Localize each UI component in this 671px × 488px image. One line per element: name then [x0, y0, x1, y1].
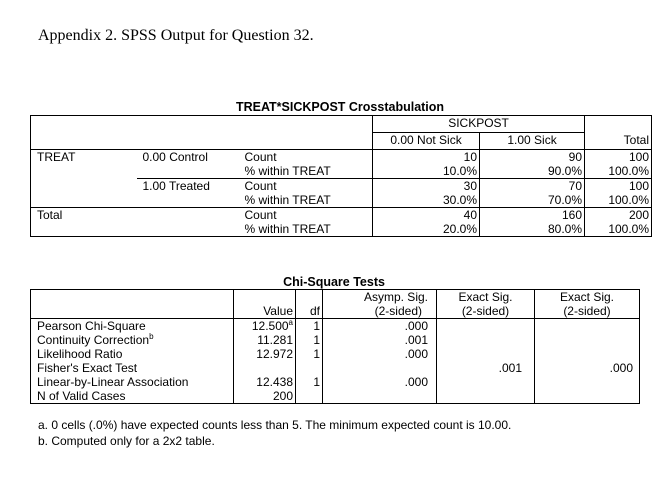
pct-label: % within TREAT: [243, 222, 373, 237]
cell-count: 30: [373, 179, 480, 194]
total-spacer: [137, 222, 243, 237]
test-label-pearson: Pearson Chi-Square: [31, 319, 234, 334]
test-label-linear: Linear-by-Linear Association: [31, 375, 234, 389]
group-label-control: 0.00 Control: [142, 150, 208, 164]
test-label-likelihood: Likelihood Ratio: [31, 347, 234, 361]
test-exact2: [437, 333, 535, 347]
test-exact1: .000: [535, 361, 640, 375]
col-header-total: Total: [585, 133, 652, 150]
crosstab-corner-lower: [31, 133, 373, 150]
row-spacer: [31, 193, 137, 208]
total-spacer: [31, 222, 137, 237]
asymp-header-line1: Asymp. Sig.: [323, 290, 437, 305]
test-label-fisher: Fisher's Exact Test: [31, 361, 234, 375]
test-exact1: [535, 389, 640, 404]
cell-pct: 20.0%: [373, 222, 480, 237]
chisq-corner-lower: [31, 304, 234, 319]
test-exact2: [437, 347, 535, 361]
exact1-header-line2: (2-sided): [535, 304, 640, 319]
test-value: 12.972: [234, 347, 296, 361]
test-df: 1: [296, 319, 323, 334]
cell-pct: 100.0%: [585, 193, 652, 208]
col-header-not-sick: 0.00 Not Sick: [373, 133, 480, 150]
test-exact1: [535, 347, 640, 361]
chisq-corner: [31, 290, 234, 305]
test-exact2: .001: [437, 361, 535, 375]
page-heading: Appendix 2. SPSS Output for Question 32.: [38, 27, 314, 44]
test-label-continuity: [31, 333, 234, 347]
pct-label: % within TREAT: [243, 193, 373, 208]
exact2-header-line1: Exact Sig.: [437, 290, 535, 305]
footnote-a: a. 0 cells (.0%) have expected counts less than 5. The minimum expected count is 10.00.: [38, 418, 512, 432]
crosstab-table: [30, 115, 652, 237]
cell-count: 100: [585, 179, 652, 194]
crosstab-corner: [31, 116, 373, 133]
cell-pct: 100.0%: [585, 164, 652, 179]
count-label: Count: [244, 150, 277, 164]
value-header-top: [234, 290, 296, 305]
cell-count: 200: [585, 208, 652, 223]
group-spacer: [137, 164, 243, 179]
test-asymp: [323, 389, 437, 404]
total-row-label: Total: [31, 208, 137, 223]
row-var-label: TREAT: [31, 150, 137, 165]
value-header: Value: [234, 304, 296, 319]
test-value: [234, 361, 296, 375]
test-df: 1: [296, 347, 323, 361]
test-asymp: .000: [323, 347, 437, 361]
test-exact2: [437, 389, 535, 404]
test-exact1: [535, 333, 640, 347]
df-header: df: [296, 304, 323, 319]
test-df: 1: [296, 333, 323, 347]
cell-pct: 30.0%: [373, 193, 480, 208]
count-label: Count: [244, 179, 277, 193]
test-df: 1: [296, 375, 323, 389]
exact2-header-line2: (2-sided): [437, 304, 535, 319]
chisq-table: [30, 289, 640, 404]
test-exact2: [437, 319, 535, 334]
row-spacer: [31, 164, 137, 179]
test-label-n: N of Valid Cases: [31, 389, 234, 404]
test-value: 11.281: [234, 333, 296, 347]
row-spacer: [31, 179, 137, 194]
test-asymp: .000: [323, 319, 437, 334]
test-asymp: .000: [323, 375, 437, 389]
cell-pct: 90.0%: [480, 164, 585, 179]
count-label: Count: [244, 208, 277, 222]
group-spacer: [137, 193, 243, 208]
test-df: [296, 361, 323, 375]
cell-count: 70: [480, 179, 585, 194]
test-exact1: [535, 375, 640, 389]
cell-pct: 10.0%: [373, 164, 480, 179]
sickpost-header: SICKPOST: [373, 116, 585, 133]
test-value: 12.438: [234, 375, 296, 389]
test-value-text: 12.500: [251, 319, 289, 333]
cell-count: 40: [373, 208, 480, 223]
test-df: [296, 389, 323, 404]
cell-count: 10: [373, 150, 480, 165]
footnote-marker: a: [288, 318, 293, 327]
cell-count: 100: [585, 150, 652, 165]
col-header-sick: 1.00 Sick: [480, 133, 585, 150]
asymp-header-line2: (2-sided): [323, 304, 437, 319]
cell-pct: 100.0%: [585, 222, 652, 237]
exact1-header-line1: Exact Sig.: [535, 290, 640, 305]
pct-label: % within TREAT: [243, 164, 373, 179]
cell-pct: 70.0%: [480, 193, 585, 208]
cell-pct: 80.0%: [480, 222, 585, 237]
test-label-text: Continuity Correction: [37, 333, 150, 347]
df-header-top: [296, 290, 323, 305]
cell-count: 90: [480, 150, 585, 165]
test-asymp: [323, 361, 437, 375]
test-value: [234, 319, 296, 334]
test-asymp: .001: [323, 333, 437, 347]
footnote-marker: b: [149, 333, 154, 341]
footnote-b: b. Computed only for a 2x2 table.: [38, 434, 215, 448]
test-exact2: [437, 375, 535, 389]
total-spacer: [137, 208, 243, 223]
test-value: 200: [234, 389, 296, 404]
test-exact1: [535, 319, 640, 334]
crosstab-corner-right: [585, 116, 652, 133]
crosstab-title: TREAT*SICKPOST Crosstabulation: [235, 100, 445, 114]
group-label-treated: 1.00 Treated: [142, 179, 210, 193]
cell-count: 160: [480, 208, 585, 223]
chisq-title: Chi-Square Tests: [283, 275, 385, 289]
